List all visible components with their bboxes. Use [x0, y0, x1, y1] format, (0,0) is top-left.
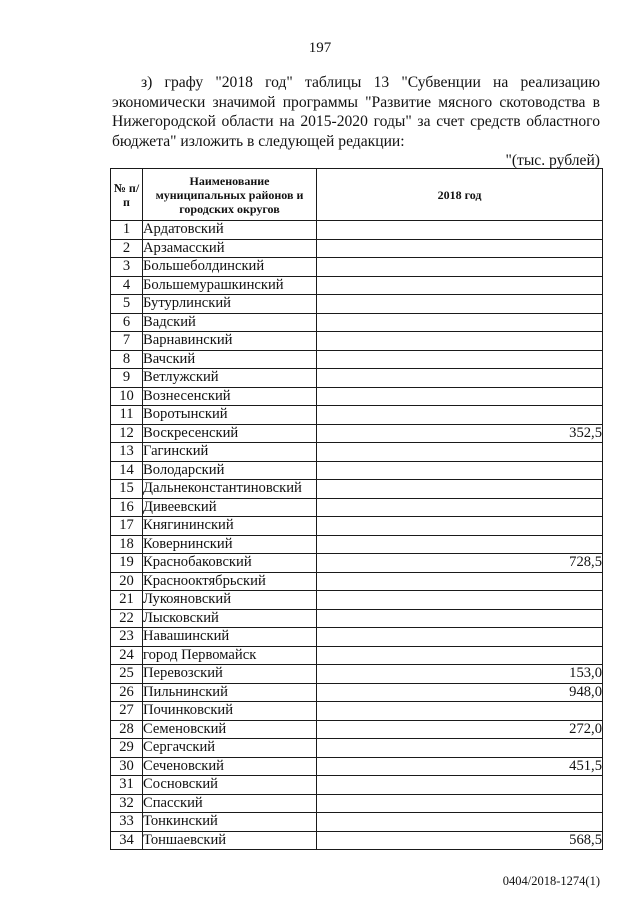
district-name-cell: Княгининский [143, 517, 317, 536]
table-row [111, 554, 603, 573]
district-name-cell: Лысковский [143, 609, 317, 628]
district-name-cell: Спасский [143, 794, 317, 813]
row-number-cell: 28 [111, 720, 143, 739]
district-name-cell: Арзамасский [143, 239, 317, 258]
table-row [111, 720, 603, 739]
year-2018-value-cell [317, 350, 603, 369]
row-number-cell: 11 [111, 406, 143, 425]
table-row [111, 683, 603, 702]
row-number-cell: 34 [111, 831, 143, 850]
row-number-cell: 24 [111, 646, 143, 665]
year-2018-value-cell [317, 572, 603, 591]
year-2018-value-cell [317, 387, 603, 406]
row-number-cell: 7 [111, 332, 143, 351]
year-2018-value-cell [317, 776, 603, 795]
district-name-cell: Вознесенский [143, 387, 317, 406]
year-2018-value-cell [317, 443, 603, 462]
table-row [111, 461, 603, 480]
district-name-cell: Починковский [143, 702, 317, 721]
row-number-cell: 9 [111, 369, 143, 388]
row-number-cell: 30 [111, 757, 143, 776]
table-row [111, 258, 603, 277]
row-number-cell: 3 [111, 258, 143, 277]
row-number-cell: 29 [111, 739, 143, 758]
year-2018-value-cell: 272,0 [317, 720, 603, 739]
year-2018-value-cell [317, 517, 603, 536]
units-label: "(тыс. рублей) [505, 152, 600, 169]
year-2018-value-cell [317, 609, 603, 628]
table-row [111, 239, 603, 258]
district-name-cell: Ветлужский [143, 369, 317, 388]
table-row [111, 443, 603, 462]
row-number-cell: 32 [111, 794, 143, 813]
row-number-cell: 12 [111, 424, 143, 443]
district-name-cell: Краснобаковский [143, 554, 317, 573]
table-row [111, 517, 603, 536]
year-2018-value-cell: 948,0 [317, 683, 603, 702]
row-number-cell: 10 [111, 387, 143, 406]
table-row [111, 406, 603, 425]
row-number-cell: 1 [111, 221, 143, 240]
year-2018-value-cell [317, 813, 603, 832]
year-2018-value-cell: 352,5 [317, 424, 603, 443]
row-number-cell: 2 [111, 239, 143, 258]
year-2018-value-cell [317, 239, 603, 258]
district-name-cell: Навашинский [143, 628, 317, 647]
table-row [111, 831, 603, 850]
table-row [111, 295, 603, 314]
district-name-cell: Пильнинский [143, 683, 317, 702]
district-name-cell: Ковернинский [143, 535, 317, 554]
row-number-cell: 4 [111, 276, 143, 295]
district-name-cell: Варнавинский [143, 332, 317, 351]
district-name-cell: Большемурашкинский [143, 276, 317, 295]
district-name-cell: Воротынский [143, 406, 317, 425]
table-row [111, 424, 603, 443]
year-2018-value-cell [317, 702, 603, 721]
district-name-cell: Тоншаевский [143, 831, 317, 850]
year-2018-value-cell [317, 369, 603, 388]
header-year-2018: 2018 год [317, 169, 603, 221]
district-name-cell: Гагинский [143, 443, 317, 462]
year-2018-value-cell [317, 739, 603, 758]
row-number-cell: 31 [111, 776, 143, 795]
district-name-cell: Вачский [143, 350, 317, 369]
row-number-cell: 27 [111, 702, 143, 721]
year-2018-value-cell [317, 498, 603, 517]
table-row [111, 813, 603, 832]
header-number: № п/п [111, 169, 143, 221]
year-2018-value-cell [317, 406, 603, 425]
table-row [111, 387, 603, 406]
year-2018-value-cell: 153,0 [317, 665, 603, 684]
table-row [111, 739, 603, 758]
district-name-cell: Лукояновский [143, 591, 317, 610]
table-row [111, 757, 603, 776]
district-name-cell: Володарский [143, 461, 317, 480]
subsidies-table [110, 168, 603, 850]
page-number: 197 [308, 40, 332, 56]
table-row [111, 313, 603, 332]
row-number-cell: 20 [111, 572, 143, 591]
district-name-cell: Дальнеконстантиновский [143, 480, 317, 499]
district-name-cell: Семеновский [143, 720, 317, 739]
row-number-cell: 33 [111, 813, 143, 832]
table-row [111, 572, 603, 591]
table-row [111, 480, 603, 499]
year-2018-value-cell [317, 332, 603, 351]
year-2018-value-cell: 568,5 [317, 831, 603, 850]
district-name-cell: Краснооктябрьский [143, 572, 317, 591]
table-row [111, 628, 603, 647]
table-header-row [111, 169, 603, 221]
row-number-cell: 23 [111, 628, 143, 647]
year-2018-value-cell [317, 461, 603, 480]
row-number-cell: 8 [111, 350, 143, 369]
row-number-cell: 5 [111, 295, 143, 314]
row-number-cell: 21 [111, 591, 143, 610]
row-number-cell: 18 [111, 535, 143, 554]
header-district-name: Наименование муниципальных районов и городских округов [143, 169, 317, 221]
district-name-cell: Воскресенский [143, 424, 317, 443]
year-2018-value-cell [317, 628, 603, 647]
table-body [111, 221, 603, 850]
table-row [111, 794, 603, 813]
year-2018-value-cell [317, 535, 603, 554]
year-2018-value-cell [317, 221, 603, 240]
district-name-cell: Дивеевский [143, 498, 317, 517]
year-2018-value-cell [317, 646, 603, 665]
table-row [111, 332, 603, 351]
district-name-cell: Сеченовский [143, 757, 317, 776]
row-number-cell: 16 [111, 498, 143, 517]
table-row [111, 591, 603, 610]
district-name-cell: Ардатовский [143, 221, 317, 240]
row-number-cell: 15 [111, 480, 143, 499]
district-name-cell: Сергачский [143, 739, 317, 758]
table-row [111, 276, 603, 295]
table-row [111, 646, 603, 665]
district-name-cell: Сосновский [143, 776, 317, 795]
row-number-cell: 13 [111, 443, 143, 462]
table-row [111, 702, 603, 721]
district-name-cell: Бутурлинский [143, 295, 317, 314]
table-row [111, 665, 603, 684]
year-2018-value-cell [317, 276, 603, 295]
year-2018-value-cell [317, 295, 603, 314]
row-number-cell: 17 [111, 517, 143, 536]
district-name-cell: город Первомайск [143, 646, 317, 665]
year-2018-value-cell [317, 794, 603, 813]
row-number-cell: 19 [111, 554, 143, 573]
row-number-cell: 14 [111, 461, 143, 480]
document-code: 0404/2018-1274(1) [502, 874, 600, 888]
row-number-cell: 26 [111, 683, 143, 702]
intro-paragraph: з) графу "2018 год" таблицы 13 "Субвенции на реализацию экономически значимой программы "Развитие мясного скотоводства в Нижегородской области на 2015-2020 годы" за счет средств областного бюджета" изложить в следующей редакции: [112, 74, 600, 150]
table-row [111, 350, 603, 369]
row-number-cell: 6 [111, 313, 143, 332]
year-2018-value-cell [317, 258, 603, 277]
row-number-cell: 25 [111, 665, 143, 684]
table-row [111, 776, 603, 795]
table-row [111, 369, 603, 388]
table-row [111, 221, 603, 240]
year-2018-value-cell: 451,5 [317, 757, 603, 776]
year-2018-value-cell [317, 480, 603, 499]
table-row [111, 609, 603, 628]
table-row [111, 498, 603, 517]
table-row [111, 535, 603, 554]
year-2018-value-cell: 728,5 [317, 554, 603, 573]
district-name-cell: Большеболдинский [143, 258, 317, 277]
district-name-cell: Тонкинский [143, 813, 317, 832]
district-name-cell: Вадский [143, 313, 317, 332]
year-2018-value-cell [317, 591, 603, 610]
district-name-cell: Перевозский [143, 665, 317, 684]
year-2018-value-cell [317, 313, 603, 332]
row-number-cell: 22 [111, 609, 143, 628]
